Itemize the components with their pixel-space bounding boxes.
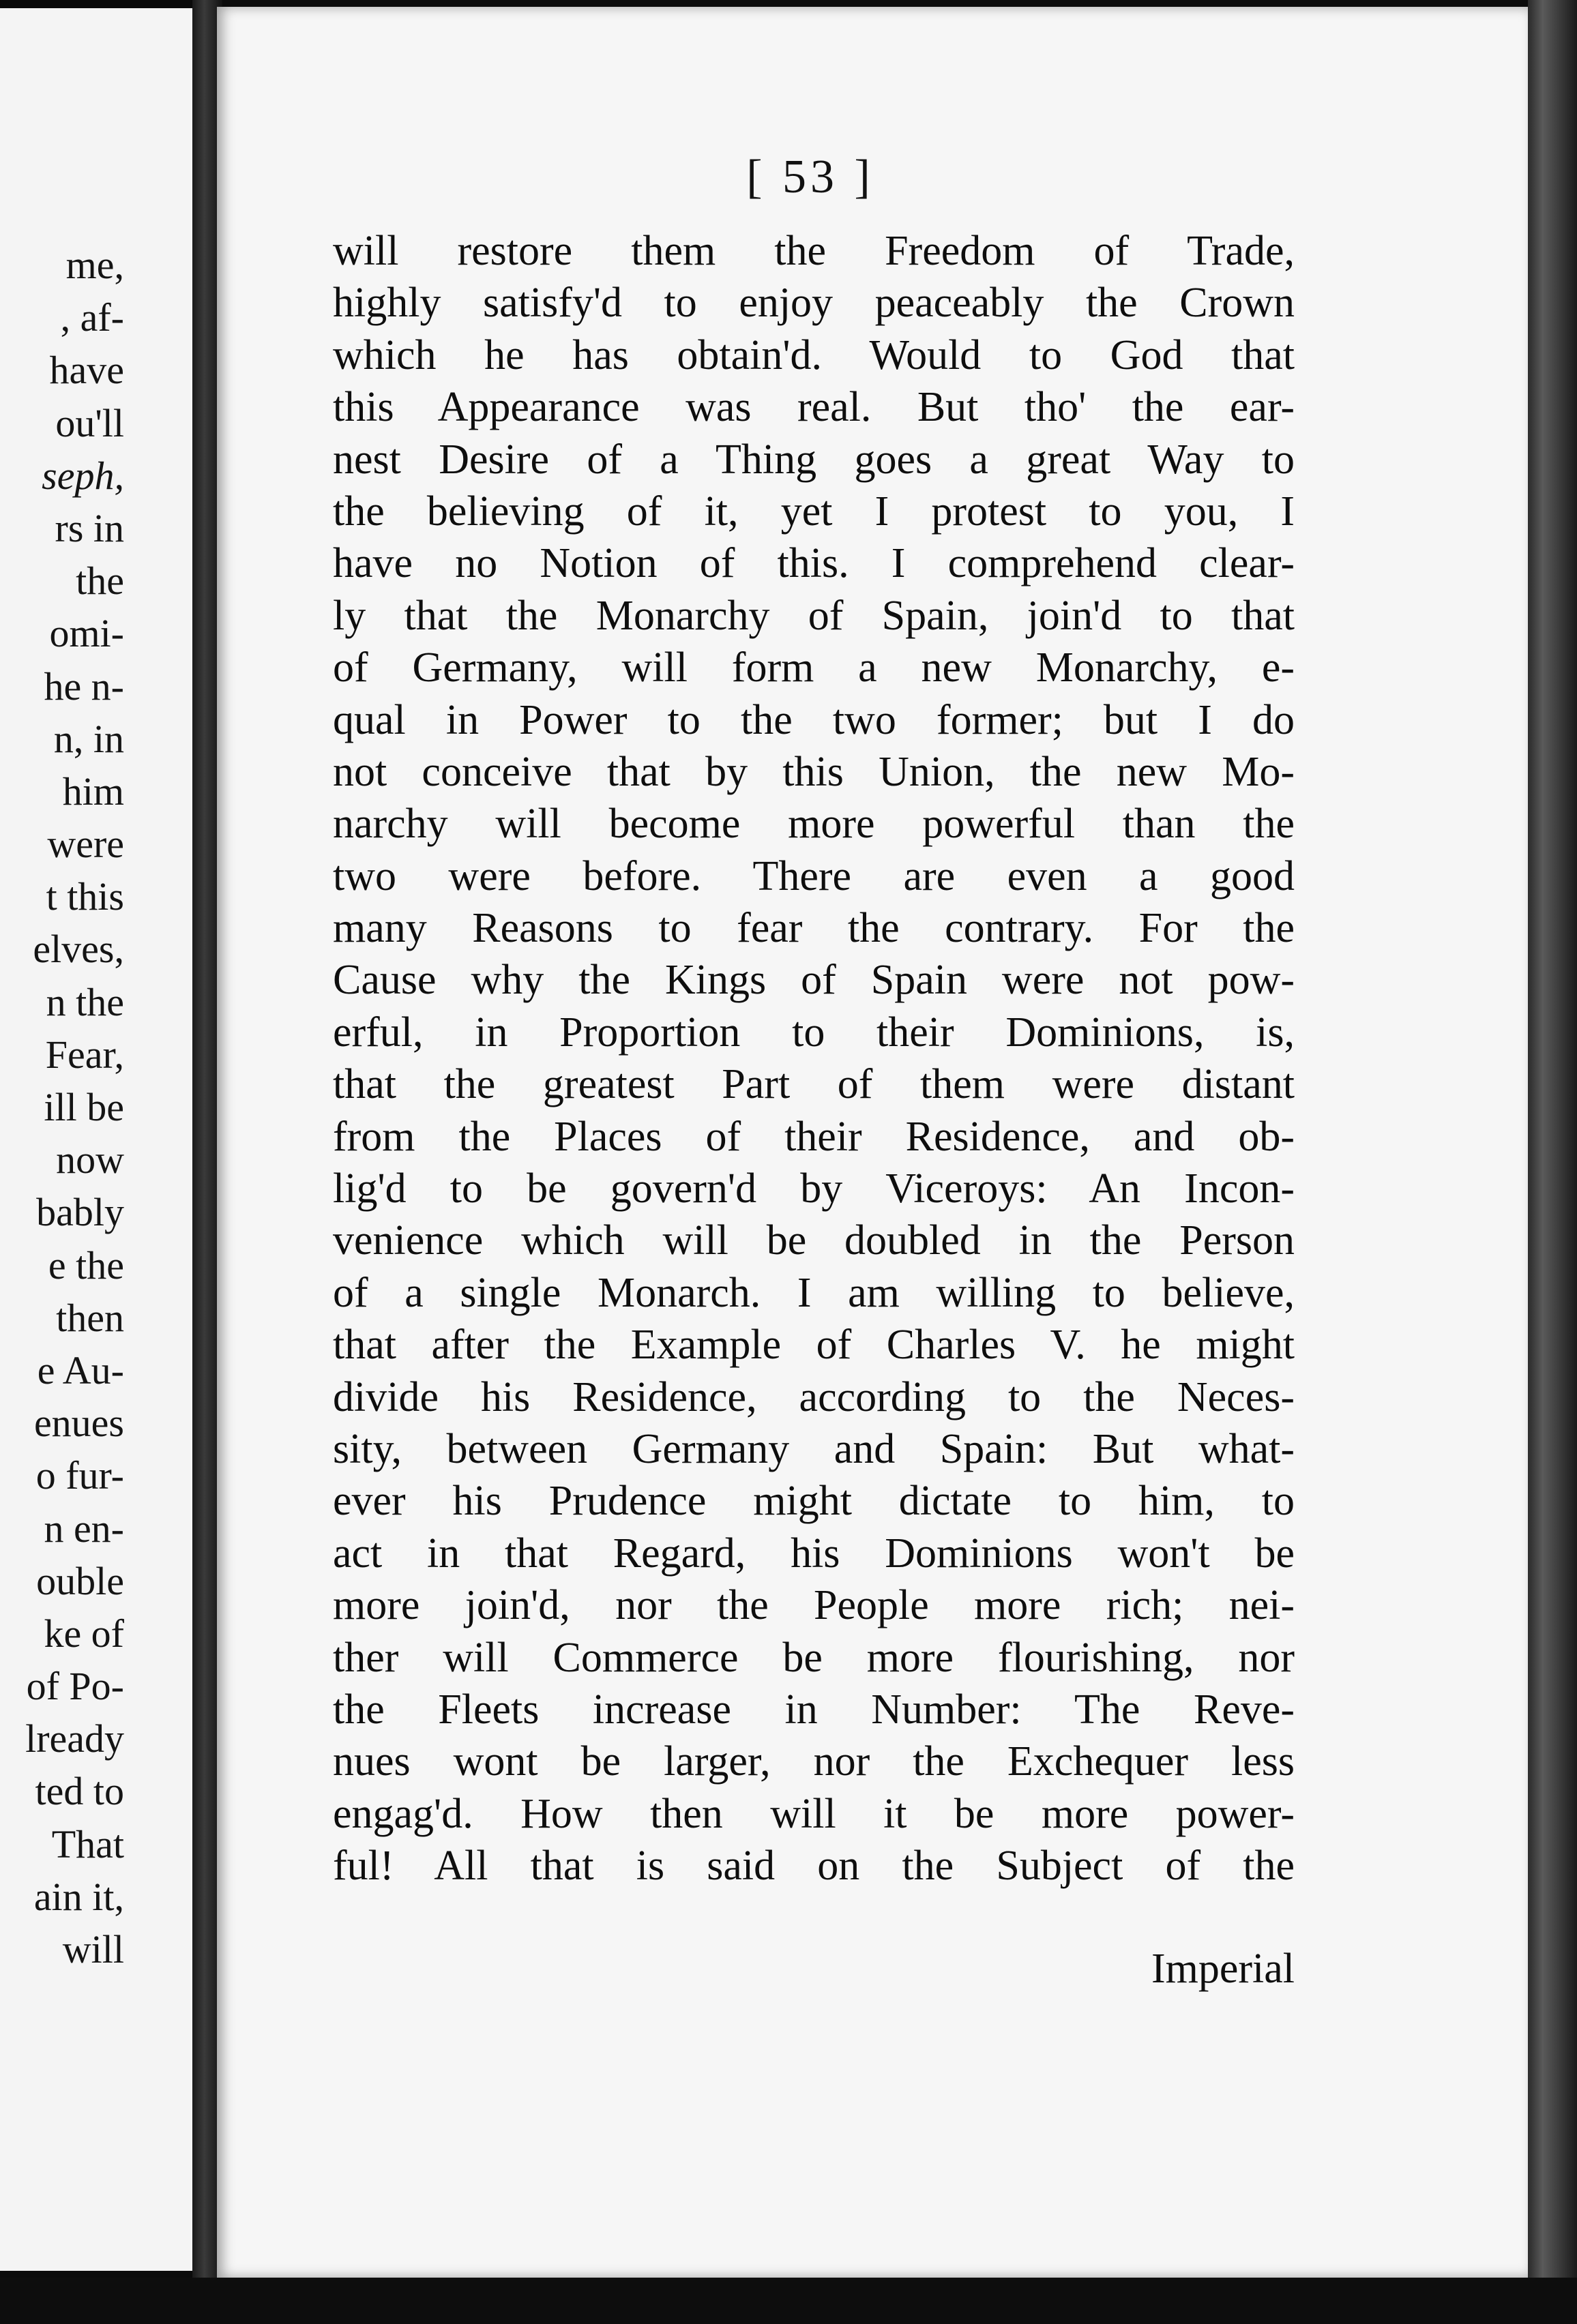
text-line: not conceive that by this Union, the new Mo- [333,748,1295,795]
left-page-line: e Au- [37,1347,124,1392]
left-page-line: n the [46,979,124,1024]
text-line: of a single Monarch. I am willing to believe, [333,1269,1295,1316]
left-page-line: ain it, [33,1874,124,1919]
left-page-line: of Po- [26,1664,124,1709]
left-page-line: enues [33,1401,124,1446]
left-page-line: have [49,348,124,393]
text-line: from the Places of their Residence, and ob- [333,1113,1295,1160]
left-page-line: n en- [44,1506,124,1551]
text-line: many Reasons to fear the contrary. For the [333,905,1295,952]
text-line: that the greatest Part of them were distant [333,1061,1295,1108]
left-page-line: t this [46,874,124,919]
left-page-line: him [62,769,124,814]
left-page-line: ke of [44,1611,124,1656]
left-page-line: omi- [49,611,124,656]
text-line: qual in Power to the two former; but I do [333,696,1295,743]
left-page-line: Fear, [45,1032,124,1077]
text-line: more join'd, nor the People more rich; nei- [333,1582,1295,1629]
left-page-line: seph, [42,453,124,498]
text-line: engag'd. How then will it be more power- [333,1790,1295,1837]
text-line: nest Desire of a Thing goes a great Way to [333,436,1295,483]
text-line: lig'd to be govern'd by Viceroys: An Incon- [333,1165,1295,1212]
left-page-line: will [62,1927,124,1971]
text-line: nues wont be larger, nor the Exchequer less [333,1738,1295,1785]
left-page-line: o fur- [35,1453,124,1498]
scan-bottom-band [0,2278,1577,2324]
left-page-line: rs in [55,505,124,550]
left-page-line: were [47,822,124,867]
left-page-text [0,239,124,1976]
text-line: narchy will become more powerful than the [333,801,1295,848]
text-line: venience which will be doubled in the Person [333,1217,1295,1264]
body-text [333,225,1295,1892]
text-line: ly that the Monarchy of Spain, join'd to that [333,592,1295,639]
text-line: the believing of it, yet I protest to you, I [333,488,1295,535]
text-line: this Appearance was real. But tho' the ear- [333,384,1295,431]
text-line: ever his Prudence might dictate to him, to [333,1478,1295,1525]
text-line: Cause why the Kings of Spain were not pow- [333,957,1295,1004]
left-page-line: then [56,1295,124,1340]
text-line: have no Notion of this. I comprehend clear- [333,540,1295,587]
text-line: divide his Residence, according to the Neces- [333,1373,1295,1420]
left-page-line: the [76,558,124,604]
catchword: Imperial [1151,1946,1295,1992]
left-page-line: ouble [36,1558,124,1603]
text-line: two were before. There are even a good [333,852,1295,899]
left-page-line: n, in [53,716,124,761]
left-page-line: ou'll [55,400,124,445]
left-page-line: bably [36,1190,124,1235]
text-line: will restore them the Freedom of Trade, [333,228,1295,274]
text-line: which he has obtain'd. Would to God that [333,331,1295,378]
left-page-line: That [51,1821,124,1866]
text-line: that after the Example of Charles V. he might [333,1322,1295,1369]
right-page-edge [1528,0,1577,2324]
text-line: erful, in Proportion to their Dominions, is, [333,1009,1295,1056]
text-line: act in that Regard, his Dominions won't be [333,1530,1295,1577]
left-page-line: elves, [33,927,124,972]
text-line: the Fleets increase in Number: The Reve- [333,1686,1295,1733]
text-line: ther will Commerce be more flourishing, nor [333,1634,1295,1681]
left-page-line: me, [65,243,124,287]
text-line: ful! All that is said on the Subject of the [333,1843,1295,1890]
left-page-line: ill be [44,1085,124,1129]
page-number: [ 53 ] [746,151,874,203]
text-line: of Germany, will form a new Monarchy, e- [333,644,1295,691]
left-page-line: lready [25,1716,124,1761]
left-page-line: now [56,1137,124,1182]
left-page-line: e the [48,1242,124,1287]
left-facing-page [0,8,195,2271]
left-page-line: ted to [35,1769,124,1814]
text-line: sity, between Germany and Spain: But what- [333,1425,1295,1472]
text-line: highly satisfy'd to enjoy peaceably the Crown [333,280,1295,327]
left-page-line: , af- [60,295,124,340]
left-page-line: he n- [44,664,124,709]
